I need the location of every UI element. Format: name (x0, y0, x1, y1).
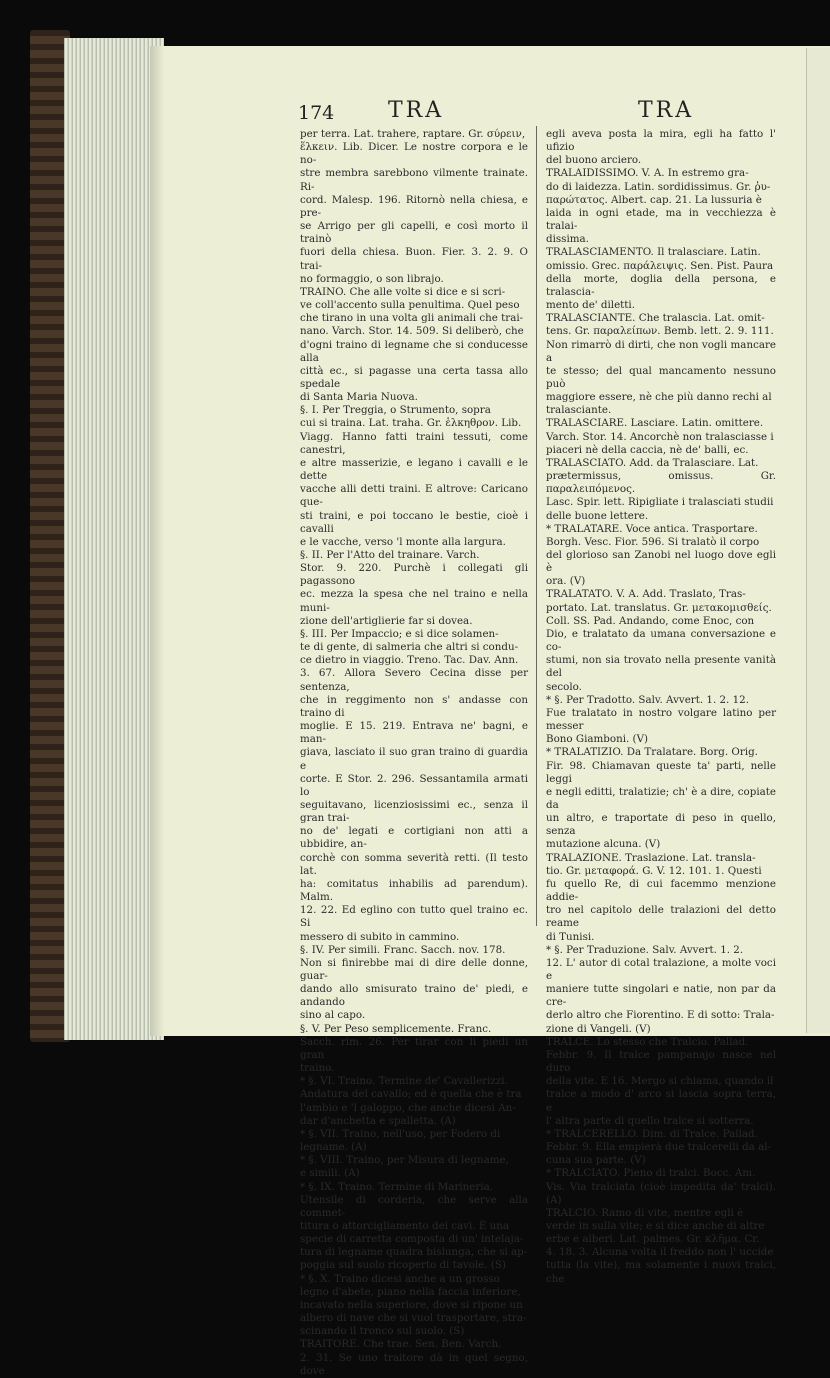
text-line: Viagg. Hanno fatti traini tessuti, come canestri, (300, 430, 528, 456)
text-line: fuori della chiesa. Buon. Fier. 3. 2. 9. O trai- (300, 246, 528, 272)
text-line: sti traini, e poi toccano le bestie, cioè i cavalli (300, 509, 528, 535)
text-line: TRAITORE. Che trae. Sen. Ben. Varch. (300, 1338, 502, 1351)
text-line: prætermissus, omissus. Gr. παραλειπόμενος. (546, 470, 776, 496)
text-line: maggiore essere, nè che più danno rechi al (546, 391, 772, 404)
text-line: §. II. Per l'Atto del trainare. Varch. (300, 549, 480, 561)
text-line: ce dietro in viaggio. Treno. Tac. Dav. Ann. (300, 654, 519, 667)
text-line: ἕλκειν. Lib. Dicer. Le nostre corpora e le no- (300, 141, 528, 167)
text-line: omissio. Grec. παράλειψις. Sen. Pist. Paura (546, 259, 774, 272)
text-line: zione di Vangeli. (V) (546, 1022, 651, 1035)
text-line: 12. L' autor di cotal tralazione, a molte voci e (546, 956, 776, 982)
text-line: poggia sul suolo ricoperto di tavole. (S) (300, 1259, 506, 1272)
text-line: albero di nave che si vuol trasportare, stra- (300, 1312, 527, 1325)
column-rule (536, 126, 537, 926)
text-line: verde in sulla vite; e si dice anche di altre (546, 1219, 765, 1232)
text-line: traino. (300, 1062, 335, 1075)
text-line: Sacch. rim. 26. Per tirar con li piedi un gran (300, 1035, 528, 1061)
text-line: Fue tralatato in nostro volgare latino per messer (546, 706, 776, 733)
text-line: §. V. Per Peso semplicemente. Franc. (300, 1022, 492, 1035)
text-line: cord. Malesp. 196. Ritornò nella chiesa, e pre- (300, 193, 528, 219)
text-line: zione dell'artiglierie far si dovea. (300, 614, 473, 627)
text-line: * TRALATARE. Voce antica. Trasportare. (546, 522, 758, 535)
text-line: TRALAIDISSIMO. V. A. In estremo gra- (546, 167, 749, 180)
text-line: Andatura del cavallo; ed è quella che è tra (300, 1088, 522, 1101)
text-line: e negli editti, tralatizie; ch' è a dire, copiate da (546, 785, 776, 811)
text-line: di Santa Maria Nuova. (300, 391, 418, 404)
text-line: che tirano in una volta gli animali che trai- (300, 312, 524, 325)
text-line: do di laidezza. Latin. sordidissimus. Gr. ῥυ- (546, 180, 771, 193)
text-line: scinando il tronco sul suolo. (S) (300, 1325, 465, 1338)
text-line: sino al capo. (300, 1009, 366, 1022)
page-number: 174 (298, 102, 335, 124)
text-line: d'ogni traino di legname che si conducesse alla (300, 338, 528, 364)
text-line: * §. VI. Traino. Termine de' Cavallerizzi. (300, 1075, 508, 1088)
text-line: * §. Per Tradotto. Salv. Avvert. 1. 2. 12. (546, 693, 749, 706)
text-line: 12. 22. Ed eglino con tutto quel traino ec. Si (300, 904, 528, 930)
text-line: * §. IX. Traino. Termine di Marineria. (300, 1180, 494, 1193)
text-line: vacche alli detti traini. E altrove: Caricano que- (300, 483, 528, 509)
text-line: incavato nella superiore, dove si ripone un (300, 1298, 523, 1311)
text-line: no de' legati e cortigiani non atti a ubbidire, an- (300, 825, 528, 851)
text-line: Non si finirebbe mai di dire delle donne, guar- (300, 956, 528, 982)
text-line: TRALASCIAMENTO. Il tralasciare. Latin. (546, 246, 761, 259)
text-line: delle buone lettere. (546, 509, 649, 522)
text-line: Febbr. 9. Ella empierà due tralcerelli da al- (546, 1141, 772, 1154)
text-line: se Arrigo per gli capelli, e così morto il trainò (300, 220, 528, 246)
text-line: Vis. Via tralciata (cioè impedita da' tralci). (A) (546, 1180, 776, 1206)
text-line: titura o attorcigliamento dei cavi. È una (300, 1219, 510, 1232)
text-line: fu quello Re, di cui facemmo menzione addie- (546, 877, 776, 904)
text-line: 3. 67. Allora Severo Cecina disse per sentenza, (300, 667, 528, 693)
text-line: §. III. Per Impaccio; e si dice solamen- (300, 627, 499, 640)
text-line: TRALCE. Lo stesso che Tralcio. Pallad. (546, 1035, 749, 1048)
text-line: moglie. E 15. 219. Entrava ne' bagni, e man- (300, 720, 528, 746)
text-line: tralce a modo d' arco si lascia sopra terra, e (546, 1088, 776, 1114)
text-line: tens. Gr. παραλείπων. Bemb. lett. 2. 9. 111. (546, 325, 774, 338)
text-line: Borgh. Vesc. Fior. 596. Si tralatò il corpo (546, 535, 760, 548)
text-line: messero di subito in cammino. (300, 930, 460, 943)
text-line: città ec., si pagasse una certa tassa allo spedale (300, 364, 528, 390)
text-line: derlo altro che Fiorentino. E di sotto: Trala- (546, 1009, 775, 1022)
text-line: giava, lasciato il suo gran traino di guardia e (300, 746, 528, 772)
text-line: TRALCIO. Ramo di vite, mentre egli è (546, 1206, 744, 1219)
text-line: erbe e alberi. Lat. palmes. Gr. κλῆμα. Cr. (546, 1233, 760, 1246)
text-line: Stor. 9. 220. Purchè i collegati gli pagassono (300, 562, 528, 588)
text-line: dissima. (546, 233, 589, 246)
text-line: TRALASCIATO. Add. da Tralasciare. Lat. (546, 456, 759, 469)
text-line: mento de' diletti. (546, 299, 636, 312)
facing-page-edge (806, 48, 830, 1033)
text-line: corchè con somma severità retti. (Il testo lat. (300, 851, 528, 877)
text-line: dar d'anchetta e spalletta. (A) (300, 1114, 456, 1127)
text-line: nano. Varch. Stor. 14. 509. Si deliberò, che (300, 325, 524, 338)
text-line: TRALATATO. V. A. Add. Traslato, Tras- (546, 588, 746, 601)
text-line: maniere tutte singolari e natie, non par da cre- (546, 983, 776, 1009)
page-gutter (150, 46, 164, 1036)
text-line: no formaggio, o son librajo. (300, 272, 444, 285)
text-line: mutazione alcuna. (V) (546, 838, 661, 851)
text-line: egli aveva posta la mira, egli ha fatto l' ufizio (546, 128, 776, 154)
text-line: stumi, non sia trovato nella presente vanità del (546, 654, 776, 680)
text-line: Fir. 98. Chiamavan queste ta' parti, nelle leggi (546, 759, 776, 785)
text-line: seguitavano, licenziosissimi ec., senza il gran trai- (300, 798, 528, 825)
text-line: TRALASCIARE. Lasciare. Latin. omittere. (546, 417, 764, 430)
text-line: tura di legname quadra bislunga, che si ap- (300, 1246, 528, 1259)
text-line: cuna sua parte. (V) (546, 1154, 646, 1167)
text-line: παρώτατος. Albert. cap. 21. La lussuria è (546, 193, 762, 206)
text-line: legname. (A) (300, 1141, 367, 1154)
text-line: tro nel capitolo delle tralazioni del detto reame (546, 904, 776, 930)
text-line: Non rimarrò di dirti, che non vogli mancare a (546, 338, 776, 364)
text-line: * §. X. Traino dicesi anche a un grosso (300, 1272, 500, 1285)
text-line: Febbr. 9. Il tralce pampanajo nasce nel duro (546, 1048, 776, 1075)
text-line: §. IV. Per simili. Franc. Sacch. nov. 178. (300, 943, 506, 956)
right-column (546, 128, 776, 1286)
text-line: piaceri nè della caccia, nè de' balli, ec. (546, 443, 749, 456)
text-line: ora. (V) (546, 575, 586, 588)
text-line: che in reggimento non s' andasse con traino di (300, 693, 528, 719)
text-line: * §. VIII. Traino, per Misura di legname, (300, 1154, 509, 1167)
text-line: Dio, e tralatato da umana conversazione e co- (546, 627, 776, 654)
text-line: * §. VII. Traino, nell'uso, per Fodero di (300, 1127, 501, 1140)
text-line: del buono arciero. (546, 154, 642, 167)
running-head-left: TRA (388, 98, 445, 123)
text-line: Lasc. Spir. lett. Ripigliate i tralasciati studii (546, 496, 774, 509)
text-line: specie di carretta composta di un' intelaja- (300, 1233, 524, 1246)
text-line: e altre masserizie, e legano i cavalli e le dette (300, 456, 528, 483)
text-line: Varch. Stor. 14. Ancorchè non tralasciasse i (546, 430, 774, 443)
text-line: §. I. Per Treggia, o Strumento, sopra (300, 404, 491, 417)
text-line: te di gente, di salmeria che altri si condu- (300, 641, 519, 654)
text-line: cui si traina. Lat. traha. Gr. ἑλκηθρον. Lib. (300, 417, 522, 430)
text-line: l' altra parte di quello tralce si sotterra. (546, 1114, 754, 1127)
text-line: stre membra sarebbono vilmente trainate. Ri- (300, 167, 528, 193)
text-line: Bono Giamboni. (V) (546, 733, 649, 746)
text-line: Utensile di corderia, che serve alla commet- (300, 1193, 528, 1219)
text-line: del glorioso san Zanobi nel luogo dove egli è (546, 549, 776, 575)
text-line: per terra. Lat. trahere, raptare. Gr. σύρειν, (300, 128, 526, 140)
text-line: * §. Per Traduzione. Salv. Avvert. 1. 2. (546, 943, 744, 956)
text-line: TRAINO. Che alle volte si dice e si scri- (300, 285, 506, 298)
text-line: un altro, e traportate di peso in quello, senza (546, 812, 776, 838)
text-line: 2. 31. Se uno traitore dà in quel segno, dove (300, 1351, 528, 1377)
text-line: tio. Gr. μεταφορά. G. V. 12. 101. 1. Questi (546, 864, 762, 877)
text-line: TRALAZIONE. Traslazione. Lat. transla- (546, 851, 756, 864)
text-line: te stesso; del qual mancamento nessuno può (546, 364, 776, 390)
text-line: dando allo smisurato traino de' piedi, e andando (300, 983, 528, 1009)
text-line: ve coll'accento sulla penultima. Quel peso (300, 299, 520, 312)
text-line: tutta (la vite), ma solamente i nuovi tralci, che (546, 1259, 776, 1285)
running-head-right: TRA (638, 98, 695, 123)
text-line: 4. 18. 3. Alcuna volta il freddo non l' uccide (546, 1246, 774, 1259)
text-line: secolo. (546, 680, 582, 693)
text-line: e simili. (A) (300, 1167, 360, 1180)
text-line: di Tunisi. (546, 930, 595, 943)
text-line: e le vacche, verso 'l monte alla largura. (300, 535, 506, 548)
text-line: * TRALCERELLO. Dim. di Tralce. Pallad. (546, 1127, 758, 1140)
text-line: della vite. E 16. Mergo si chiama, quando il (546, 1075, 774, 1088)
text-line: Coll. SS. Pad. Andando, come Enoc, con (546, 614, 755, 627)
text-line: ha: comitatus inhabilis ad parendum). Malm. (300, 877, 528, 904)
text-line: * TRALATIZIO. Da Tralatare. Borg. Orig. (546, 746, 758, 759)
text-line: legno d'abete, piano nella faccia inferiore, (300, 1285, 521, 1298)
page-edges (64, 38, 164, 1040)
left-column (300, 128, 528, 1378)
text-line: TRALASCIANTE. Che tralascia. Lat. omit- (546, 312, 765, 325)
text-line: * TRALCIATO. Pieno di tralci. Bocc. Am. (546, 1167, 756, 1180)
text-line: corte. E Stor. 2. 296. Sessantamila armati lo (300, 772, 528, 798)
text-line: portato. Lat. translatus. Gr. μετακομισθείς. (546, 601, 772, 614)
text-line: tralasciante. (546, 404, 612, 417)
text-line: laida in ogni etade, ma in vecchiezza è tralai- (546, 206, 776, 233)
text-line: ec. mezza la spesa che nel traino e nella muni- (300, 588, 528, 614)
text-line: l'ambio e 'l galoppo, che anche dicesi An- (300, 1101, 516, 1114)
text-line: della morte, doglia della persona, e tralascia- (546, 272, 776, 298)
